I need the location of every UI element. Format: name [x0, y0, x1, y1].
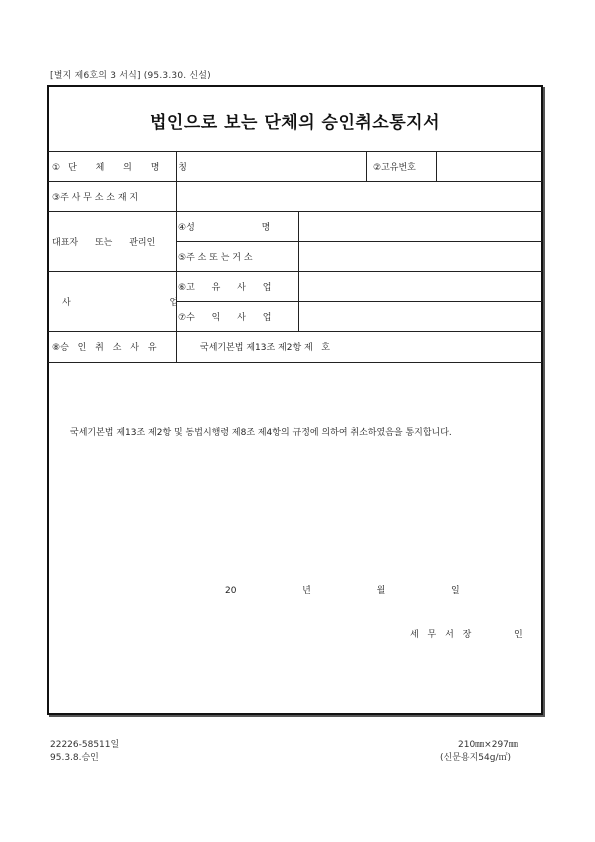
label-business: 사 업: [62, 297, 179, 308]
footer-approval: 95.3.8.승인: [50, 753, 99, 763]
field-unique-business[interactable]: [300, 272, 540, 300]
field-rep-address[interactable]: [300, 242, 540, 270]
cancel-reason-value: 국세기본법 제13조 제2항 제 호: [200, 343, 330, 353]
table-line: [366, 151, 367, 181]
document-title: 법인으로 보는 단체의 승인취소통지서: [149, 113, 440, 133]
table-line: [298, 211, 299, 331]
label-unique-business: ⑥고 유 사 업: [178, 282, 272, 293]
field-organization-name[interactable]: [178, 152, 364, 180]
label-representative: 대표자 또는 관리인: [52, 237, 156, 248]
form-number-label: [별지 제6호의 3 서식] (95.3.30. 신설): [50, 71, 211, 81]
signatory-title: 세 무 서 장: [410, 630, 475, 640]
label-rep-address: ⑤주 소 또 는 거 소: [178, 252, 253, 263]
label-cancel-reason: ⑧승 인 취 소 사 유: [52, 343, 157, 353]
label-organization-name: ①단 체 의 명 칭: [52, 162, 195, 173]
footer-paper-size: 210㎜×297㎜: [458, 740, 518, 750]
table-line: [48, 362, 542, 363]
label-unique-number: ②고유번호: [373, 162, 416, 173]
footer-code: 22226-58511일: [50, 740, 120, 750]
field-office-address[interactable]: [178, 182, 540, 210]
seal-mark: 인: [514, 630, 523, 640]
field-unique-number[interactable]: [438, 152, 540, 180]
notice-text: 국세기본법 제13조 제2항 및 동법시행령 제8조 제4항의 규정에 의하여 취소하였음을 통지합니다.: [70, 428, 452, 438]
label-profit-business: ⑦수 익 사 업: [178, 312, 272, 323]
label-rep-name: ④성 명: [178, 222, 271, 233]
date-line: 20 년 월 일: [225, 586, 460, 596]
label-office-address: ③주 사 무 소 소 재 지: [52, 192, 139, 203]
field-rep-name[interactable]: [300, 212, 540, 240]
field-profit-business[interactable]: [300, 302, 540, 330]
table-line: [436, 151, 437, 181]
footer-paper-type: (신문용지54g/㎡): [440, 753, 511, 763]
